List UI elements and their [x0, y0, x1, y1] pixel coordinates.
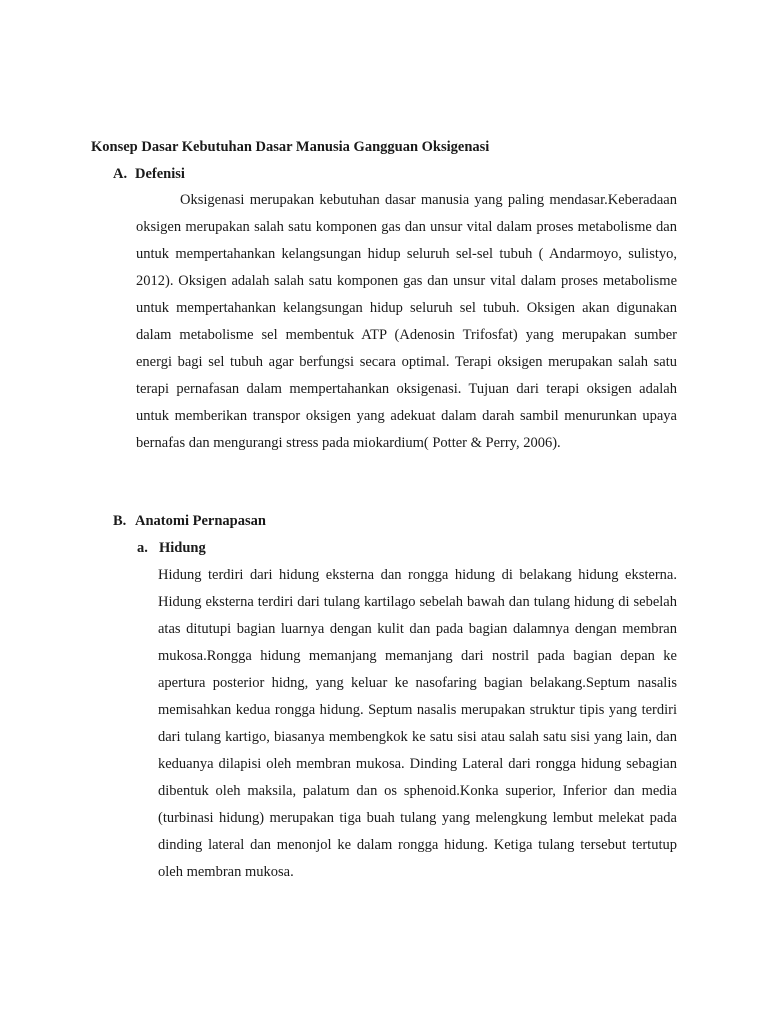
subsection-a-marker: a. [137, 540, 148, 556]
subsection-a-title: Hidung [159, 540, 206, 556]
section-a-paragraph: Oksigenasi merupakan kebutuhan dasar manusia yang paling mendasar.Keberadaan oksigen merupakan salah satu komponen gas dan unsur vital dalam proses metabolisme dan untuk mempertahankan kelangsungan hidup seluruh sel-sel tubuh ( Andarmoyo, sulistyo, 2012). Oksigen adalah salah satu komponen gas dan unsur vital dalam proses metabolisme untuk mempertahankan kelangsungan hidup seluruh sel tubuh. Oksigen akan digunakan dalam metabolisme sel membentuk ATP (Adenosin Trifosfat) yang merupakan sumber energi bagi sel tubuh agar berfungsi secara optimal. Terapi oksigen merupakan salah satu terapi pernafasan dalam mempertahankan oksigenasi. Tujuan dari terapi oksigen adalah untuk memberikan transpor oksigen yang adekuat dalam darah sambil menurunkan upaya bernafas dan mengurangi stress pada miokardium( Potter & Perry, 2006). [136, 192, 677, 451]
document-title: Konsep Dasar Kebutuhan Dasar Manusia Gangguan Oksigenasi [91, 139, 490, 155]
section-b-title: Anatomi Pernapasan [135, 513, 266, 529]
section-a-title: Defenisi [135, 166, 185, 182]
section-b-marker: B. [113, 513, 127, 529]
subsection-a-paragraph: Hidung terdiri dari hidung eksterna dan rongga hidung di belakang hidung eksterna. Hidung eksterna terdiri dari tulang kartilago sebelah bawah dan tulang hidung di sebelah atas ditutupi bagian luarnya dengan kulit dan pada bagian dalamnya dengan membran mukosa.Rongga hidung memanjang memanjang dari nostril pada bagian depan ke apertura posterior hidng, yang keluar ke nasofaring bagian belakang.Septum nasalis memisahkan kedua rongga hidung. Septum nasalis merupakan struktur tipis yang terdiri dari tulang kartigo, biasanya membengkok ke satu sisi atau salah satu sisi yang lain, dan keduanya dilapisi oleh membran mukosa. Dinding Lateral dari rongga hidung sebagian dibentuk oleh maksila, palatum dan os sphenoid.Konka superior, Inferior dan media (turbinasi hidung) merupakan tiga buah tulang yang melengkung lembut melekat pada dinding lateral dan menonjol ke dalam rongga hidung. Ketiga tulang tersebut tertutup oleh membran mukosa. [158, 567, 677, 880]
section-a-marker: A. [113, 166, 128, 182]
